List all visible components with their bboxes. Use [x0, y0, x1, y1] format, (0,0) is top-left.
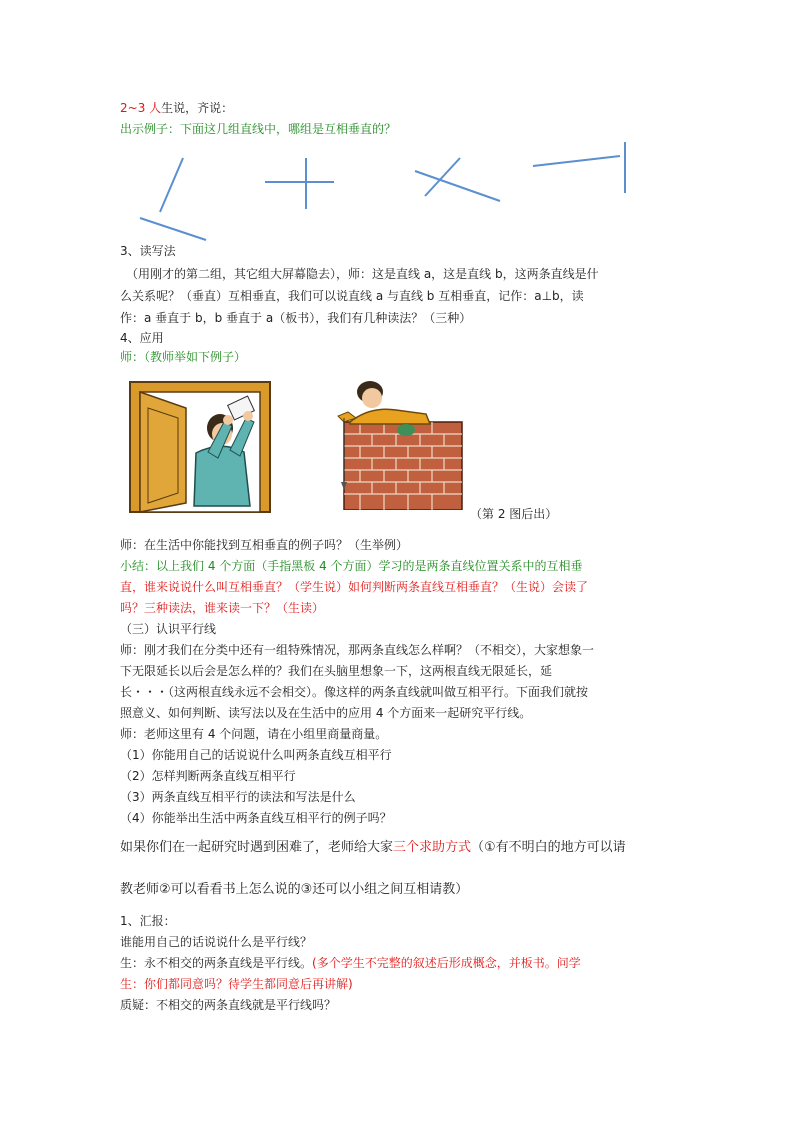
paragraph-line: （用刚才的第二组，其它组大屏幕隐去），师：这是直线 a，这是直线 b，这两条直线是什	[126, 267, 599, 281]
help-line-continued: 教老师②可以看看书上怎么说的③还可以小组之间互相请教）	[120, 882, 469, 897]
line-groups-figure	[120, 138, 640, 248]
paragraph-line: 么关系呢？（垂直）互相垂直，我们可以说直线 a 与直线 b 互相垂直，记作：a⊥b，读	[120, 289, 584, 303]
teaching-note: (多个学生不完整的叙述后形成概念，并板书。问学	[312, 956, 581, 970]
section-read-write: 3、读写法	[120, 244, 176, 258]
question-challenge: 质疑：不相交的两条直线就是平行线吗？	[120, 998, 337, 1012]
summary-line-red: 吗？三种读法，谁来读一下？（生读）	[120, 601, 325, 615]
section-report: 1、汇报：	[120, 914, 176, 928]
teacher-question: 师：在生活中你能找到互相垂直的例子吗？（生举例）	[120, 538, 409, 552]
summary-line: 小结：以上我们 4 个方面（手指黑板 4 个方面）学习的是两条直线位置关系中的互相垂	[120, 559, 583, 573]
paragraph-line: 作：a 垂直于 b，b 垂直于 a（板书），我们有几种读法？（三种）	[120, 311, 472, 325]
example-prompt: 出示例子：下面这几组直线中，哪组是互相垂直的？	[120, 122, 397, 136]
teacher-example-line: 师：（教师举如下例子）	[120, 350, 247, 364]
question-4: （4）你能举出生活中两条直线互相平行的例子吗？	[120, 811, 392, 825]
section-parallel: （三）认识平行线	[120, 622, 217, 636]
line-group-2	[265, 158, 334, 209]
paragraph-line: 谁能用自己的话说说什么是平行线？	[120, 935, 313, 949]
student-answer: 生：永不相交的两条直线是平行线。	[120, 956, 313, 970]
paragraph-line: 下无限延长以后会是怎么样的？我们在头脑里想象一下，这两根直线无限延长，延	[120, 664, 553, 678]
teaching-note-continued: 生：你们都同意吗？待学生都同意后再讲解)	[120, 977, 353, 991]
door-installation-illustration	[126, 378, 276, 514]
paragraph-line: 师：刚才我们在分类中还有一组特殊情况，那两条直线怎么样啊？（不相交），大家想象一	[120, 643, 595, 657]
intro-count: 2~3 人	[120, 101, 162, 115]
line-group-4	[533, 142, 625, 193]
intro-rest: 生说，齐说：	[161, 101, 234, 115]
paragraph-line: 师：老师这里有 4 个问题，请在小组里商量商量。	[120, 727, 388, 741]
section-application: 4、应用	[120, 331, 164, 345]
paragraph-line: 长・・・（这两根直线永远不会相交）。像这样的两条直线就叫做互相平行。下面我们就按	[120, 685, 589, 699]
bricklayer-illustration	[330, 378, 465, 510]
help-methods-highlight: 三个求助方式	[393, 840, 472, 855]
question-2: （2）怎样判断两条直线互相平行	[120, 769, 296, 783]
line-group-1	[140, 158, 206, 240]
paragraph-line: 照意义、如何判断、读写法以及在生活中的应用 4 个方面来一起研究平行线。	[120, 706, 532, 720]
help-methods-detail: （①有不明白的地方可以请	[471, 840, 626, 855]
summary-line-red: 直，谁来说说什么叫互相垂直？（学生说）如何判断两条直线互相垂直？（生说）会读了	[120, 580, 589, 594]
question-3: （3）两条直线互相平行的读法和写法是什么	[120, 790, 356, 804]
help-line	[120, 840, 626, 856]
line-group-3	[415, 158, 500, 201]
question-1: （1）你能用自己的话说说什么叫两条直线互相平行	[120, 748, 392, 762]
intro-line	[120, 100, 233, 116]
student-answer-line	[120, 955, 581, 971]
figure-caption: （第 2 图后出）	[470, 507, 558, 521]
help-intro: 如果你们在一起研究时遇到困难了，老师给大家	[120, 840, 394, 855]
